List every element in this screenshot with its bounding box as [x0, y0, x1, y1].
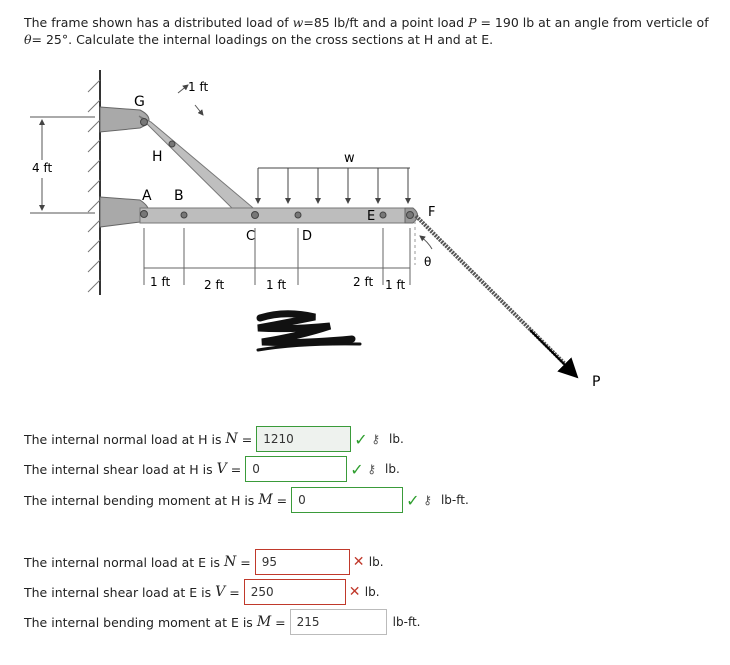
answer-input-normal-e[interactable] — [255, 549, 350, 575]
dim-bc: 2 ft — [204, 278, 225, 292]
dim-de: 2 ft — [353, 275, 374, 289]
p-symbol: P — [468, 15, 477, 30]
question-normal-h-text: The internal normal load at H is — [24, 431, 222, 447]
key-icon[interactable]: ⚷ — [423, 493, 432, 507]
frame-diagram — [0, 60, 730, 390]
answer-input-moment-h[interactable] — [291, 487, 403, 513]
problem-statement — [24, 14, 714, 48]
dim-ef: 1 ft — [385, 278, 406, 292]
point-e — [380, 212, 386, 218]
symbol-n: N — [225, 431, 238, 447]
dim-cd: 1 ft — [266, 278, 287, 292]
equals-sign: = — [230, 461, 242, 477]
equals-sign: = — [241, 431, 253, 447]
unit-label: lb. — [389, 432, 404, 446]
theta-arc — [420, 236, 432, 249]
answer-value: 0 — [298, 493, 306, 507]
answer-value: 250 — [250, 585, 274, 599]
question-normal-h — [24, 426, 404, 452]
correct-check-icon: ✓ — [350, 459, 364, 479]
top-dim-arrow-a — [178, 85, 188, 93]
label-c: C — [246, 229, 256, 244]
question-normal-e — [24, 549, 384, 575]
theta-symbol: θ — [24, 32, 32, 47]
key-icon[interactable]: ⚷ — [371, 432, 381, 446]
equals-sign: = — [275, 614, 286, 630]
load-p-arrow — [530, 330, 577, 377]
point-h — [169, 141, 175, 147]
answer-value: 95 — [261, 555, 278, 569]
question-moment-h-text: The internal bending moment at H is — [24, 492, 255, 508]
problem-text-c: = 190 lb at an angle from verticle of — [476, 15, 709, 30]
answer-input-normal-h[interactable] — [256, 426, 351, 452]
scribble-redaction — [258, 314, 360, 350]
unit-label: lb. — [368, 555, 384, 569]
label-d: D — [302, 229, 313, 244]
incorrect-cross-icon: ✕ — [348, 584, 361, 600]
member-gc — [139, 116, 258, 222]
label-f: F — [428, 205, 436, 220]
unit-label: lb-ft. — [440, 493, 469, 507]
point-b — [181, 212, 187, 218]
pin-c — [252, 212, 259, 219]
question-moment-e-text: The internal bending moment at E is — [24, 614, 253, 630]
unit-label: lb-ft. — [392, 615, 421, 629]
equals-sign: = — [229, 584, 240, 600]
correct-check-icon: ✓ — [354, 429, 368, 449]
label-e: E — [367, 209, 376, 224]
label-a: A — [142, 188, 152, 204]
problem-text-b: =85 lb/ft and a point load — [303, 15, 469, 30]
answer-input-moment-e[interactable] — [290, 609, 387, 635]
question-moment-h — [24, 487, 469, 513]
equals-sign: = — [240, 554, 251, 570]
question-normal-e-text: The internal normal load at E is — [24, 554, 221, 570]
distributed-load — [258, 168, 410, 203]
label-b: B — [174, 188, 184, 204]
top-dim-arrow-b — [195, 105, 203, 115]
answer-input-shear-e[interactable] — [244, 579, 346, 605]
symbol-m: M — [256, 614, 272, 630]
problem-text-a: The frame shown has a distributed load of — [24, 15, 293, 30]
w-symbol: w — [292, 15, 304, 30]
question-moment-e — [24, 609, 420, 635]
answer-value: 0 — [252, 462, 260, 476]
symbol-n: N — [224, 554, 237, 570]
w-label: w — [344, 151, 355, 166]
key-icon[interactable]: ⚷ — [367, 462, 377, 476]
pin-f — [407, 212, 414, 219]
question-shear-e-text: The internal shear load at E is — [24, 584, 212, 600]
unit-label: lb. — [385, 462, 400, 476]
label-g: G — [134, 94, 145, 110]
answer-value: 1210 — [263, 432, 294, 446]
label-h: H — [152, 149, 163, 165]
problem-text-d: = 25°. Calculate the internal loadings on the cross sections at H and at E. — [31, 32, 494, 47]
equals-sign: = — [276, 492, 288, 508]
four-ft-label: 4 ft — [32, 161, 53, 175]
correct-check-icon: ✓ — [406, 490, 420, 510]
answer-input-shear-h[interactable] — [245, 456, 347, 482]
pin-g — [141, 119, 148, 126]
dim-ab: 1 ft — [150, 275, 171, 289]
unit-label: lb. — [364, 585, 380, 599]
point-d — [295, 212, 301, 218]
top-one-ft-label: 1 ft — [188, 80, 209, 94]
question-shear-h-text: The internal shear load at H is — [24, 461, 213, 477]
question-shear-h — [24, 456, 400, 482]
symbol-v: V — [215, 584, 226, 600]
pin-a — [141, 211, 148, 218]
answer-value: 215 — [296, 615, 320, 629]
wall-hatching — [88, 70, 100, 295]
label-p: P — [592, 374, 601, 390]
theta-label: θ — [424, 255, 432, 269]
symbol-m: M — [258, 492, 273, 508]
incorrect-cross-icon: ✕ — [352, 554, 365, 570]
symbol-v: V — [216, 461, 227, 477]
question-shear-e — [24, 579, 380, 605]
